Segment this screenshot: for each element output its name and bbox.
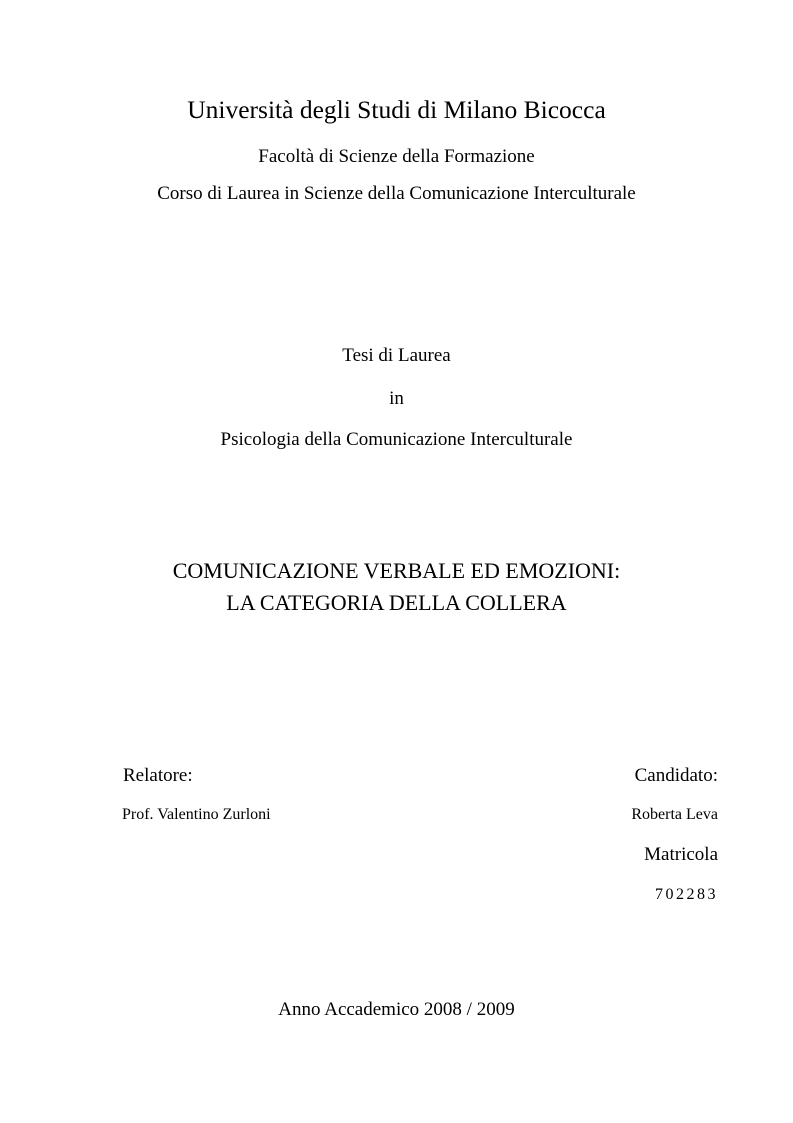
student-id-label: Matricola (644, 844, 718, 865)
candidate-label: Candidato: (634, 765, 718, 786)
thesis-type: Tesi di Laurea (342, 345, 451, 366)
candidate-name: Roberta Leva (631, 806, 718, 823)
faculty-name: Facoltà di Scienze della Formazione (258, 146, 535, 167)
course-name: Corso di Laurea in Scienze della Comunicazione Interculturale (157, 183, 636, 204)
thesis-title-line-2: LA CATEGORIA DELLA COLLERA (226, 590, 567, 615)
student-id-value: 702283 (655, 886, 718, 903)
academic-year: Anno Accademico 2008 / 2009 (278, 999, 515, 1020)
thesis-preposition: in (389, 388, 404, 409)
thesis-subject: Psicologia della Comunicazione Interculturale (220, 429, 573, 450)
university-name: Università degli Studi di Milano Bicocca (187, 95, 606, 124)
thesis-title-line-1: COMUNICAZIONE VERBALE ED EMOZIONI: (172, 558, 621, 583)
supervisor-label: Relatore: (123, 765, 193, 786)
supervisor-name: Prof. Valentino Zurloni (122, 806, 271, 823)
